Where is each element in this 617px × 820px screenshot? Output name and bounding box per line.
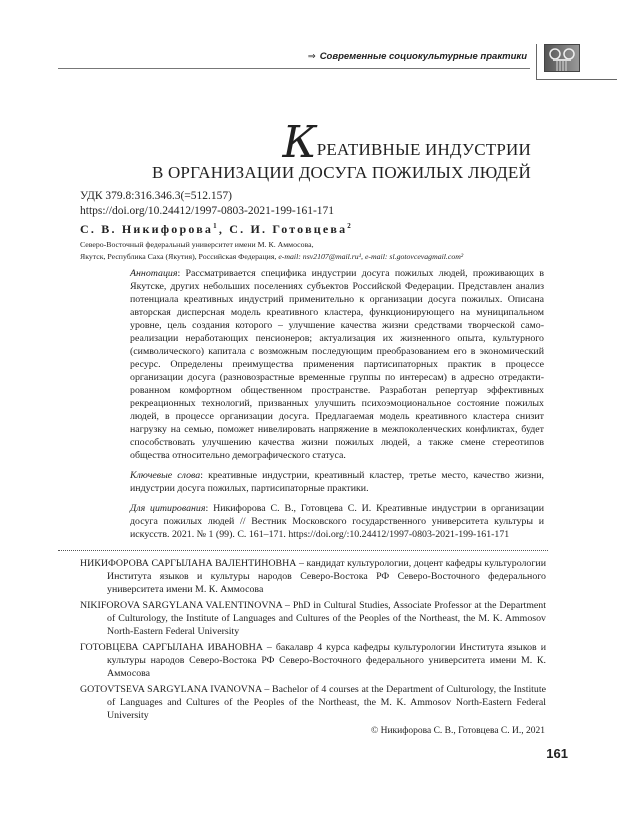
abstract-text: : Рассматривается специфика индустрии досуга пожилых людей, проживающих в Якутске, других небольших поселениях субъектов Российской Федерации. Представлен анализ потенциала креативных индустрий применительно к организации досуга пожилых. Описана авторская дисперсная модель креативного кластера, функционирующего на муниципальном уровне, цель создания которого – улучшение качества жизни средствами творческой самореализации неработающих пенсионеров; актуализация их жизненного опыта, культурного (символического) капитала с возможным последующим преобразованием его в экономический ресурс. Определены преимущества применения партисипаторных практик в процессе организации досуга (разновозрастные временные группы по интересам) в адресно отредактированном комфортном общественном пространстве. Разработан репертуар эффективных рекреационных технологий, призванных улучшить психоэмоциональное состояние пожилых людей, в процессе организации досуга. Предлагаемая модель креативного кластера снизит нагрузку на семью, поможет нивелировать напряжение в межпоколенческих конфликтах, будет способствовать улучшению качества жизни пожилых людей, а также смене стереотипов общества относительно демографического статуса. <box>130 268 544 461</box>
dotted-divider <box>58 550 548 551</box>
title-line-2: В ОРГАНИЗАЦИИ ДОСУГА ПОЖИЛЫХ ЛЮДЕЙ <box>151 163 531 182</box>
affiliation-line-2: Якутск, Республика Саха (Якутия), Российская Федерация, <box>80 252 279 261</box>
title-initial: К <box>282 117 317 168</box>
affiliation <box>80 239 550 263</box>
keywords-label: Ключевые слова <box>130 470 201 481</box>
authors <box>80 222 353 237</box>
title-line-1: РЕАТИВНЫЕ ИНДУСТРИИ <box>316 140 531 159</box>
abstract-label: Аннотация <box>130 268 178 279</box>
author-2: С. И. Готовцева <box>229 222 348 236</box>
rubric-title: Современные социокультурные практики <box>319 51 527 62</box>
keywords-text: : креативные индустрии, креативный кластер, третье место, качество жизни, индустрии досуга пожилых, партисипаторные практики. <box>130 470 544 494</box>
header-rule <box>58 68 530 69</box>
citation-text: : Никифорова С. В., Готовцева С. И. Креативные индустрии в организации досуга пожилых людей // Вестник Московского государственного университета культуры и искусств. 2021. № 1 (99). С. 161–171. https://doi.org/:10.24412/1997-0803-2021-199-161-171 <box>130 503 544 540</box>
author-1-sup: 1 <box>213 222 219 230</box>
article-body <box>0 267 617 782</box>
article-title <box>151 117 531 184</box>
ionic-column-icon <box>544 44 580 72</box>
bio-1: НИКИФОРОВА САРГЫЛАНА ВАЛЕНТИНОВНА – кандидат культурологии, доцент кафедры культурологии Института языков и культуры народов Северо-Востока РФ Северо-Восточного федерального университета имени М. К. Аммосова <box>80 558 546 595</box>
copyright: © Никифорова С. В., Готовцева С. И., 2021 <box>370 726 545 736</box>
bio-3: ГОТОВЦЕВА САРГЫЛАНА ИВАНОВНА – бакалавр 4 курса кафедры культурологии Института языков и культуры народов Северо-Востока РФ Северо-Восточного федерального университета имени М. К. Аммосова <box>80 642 546 679</box>
keywords <box>130 469 544 495</box>
author-1: С. В. Никифорова <box>80 222 214 236</box>
arrow-icon: ⇒ <box>307 51 316 62</box>
email-sep: , <box>361 252 365 261</box>
email-1[interactable]: e-mail: nsv2107@mail.ru¹ <box>278 252 362 261</box>
author-sep: , <box>218 222 230 236</box>
abstract <box>130 267 544 462</box>
section-rubric <box>308 51 527 62</box>
citation-label: Для цитирования <box>130 503 206 514</box>
bio-2: NIKIFOROVA SARGYLANA VALENTINOVNA – PhD in Cultural Studies, Associate Professor at the Department of Culturology, the Institute of Languages and Cultures of the Peoples of the Northeast, the M. K. Ammosov North-Eastern Federal University <box>80 600 546 637</box>
author-2-sup: 2 <box>347 222 353 230</box>
citation <box>130 502 544 541</box>
page-number: 161 <box>546 746 568 761</box>
doi-link[interactable]: https://doi.org/10.24412/1997-0803-2021-199-161-171 <box>80 205 335 217</box>
affiliation-line-1: Северо-Восточный федеральный университет имени М. К. Аммосова, <box>80 240 314 249</box>
bio-4: GOTOVTSEVA SARGYLANA IVANOVNA – Bachelor of 4 courses at the Department of Culturology, the Institute of Languages and Cultures of the Peoples of the Northeast, the M. K. Ammosov North-Eastern Federal University <box>80 684 546 721</box>
email-2[interactable]: e-mail: sl.gotovcevagmail.com² <box>364 252 464 261</box>
udk-code: УДК 379.8:316.346.3(=512.157) <box>80 190 232 202</box>
